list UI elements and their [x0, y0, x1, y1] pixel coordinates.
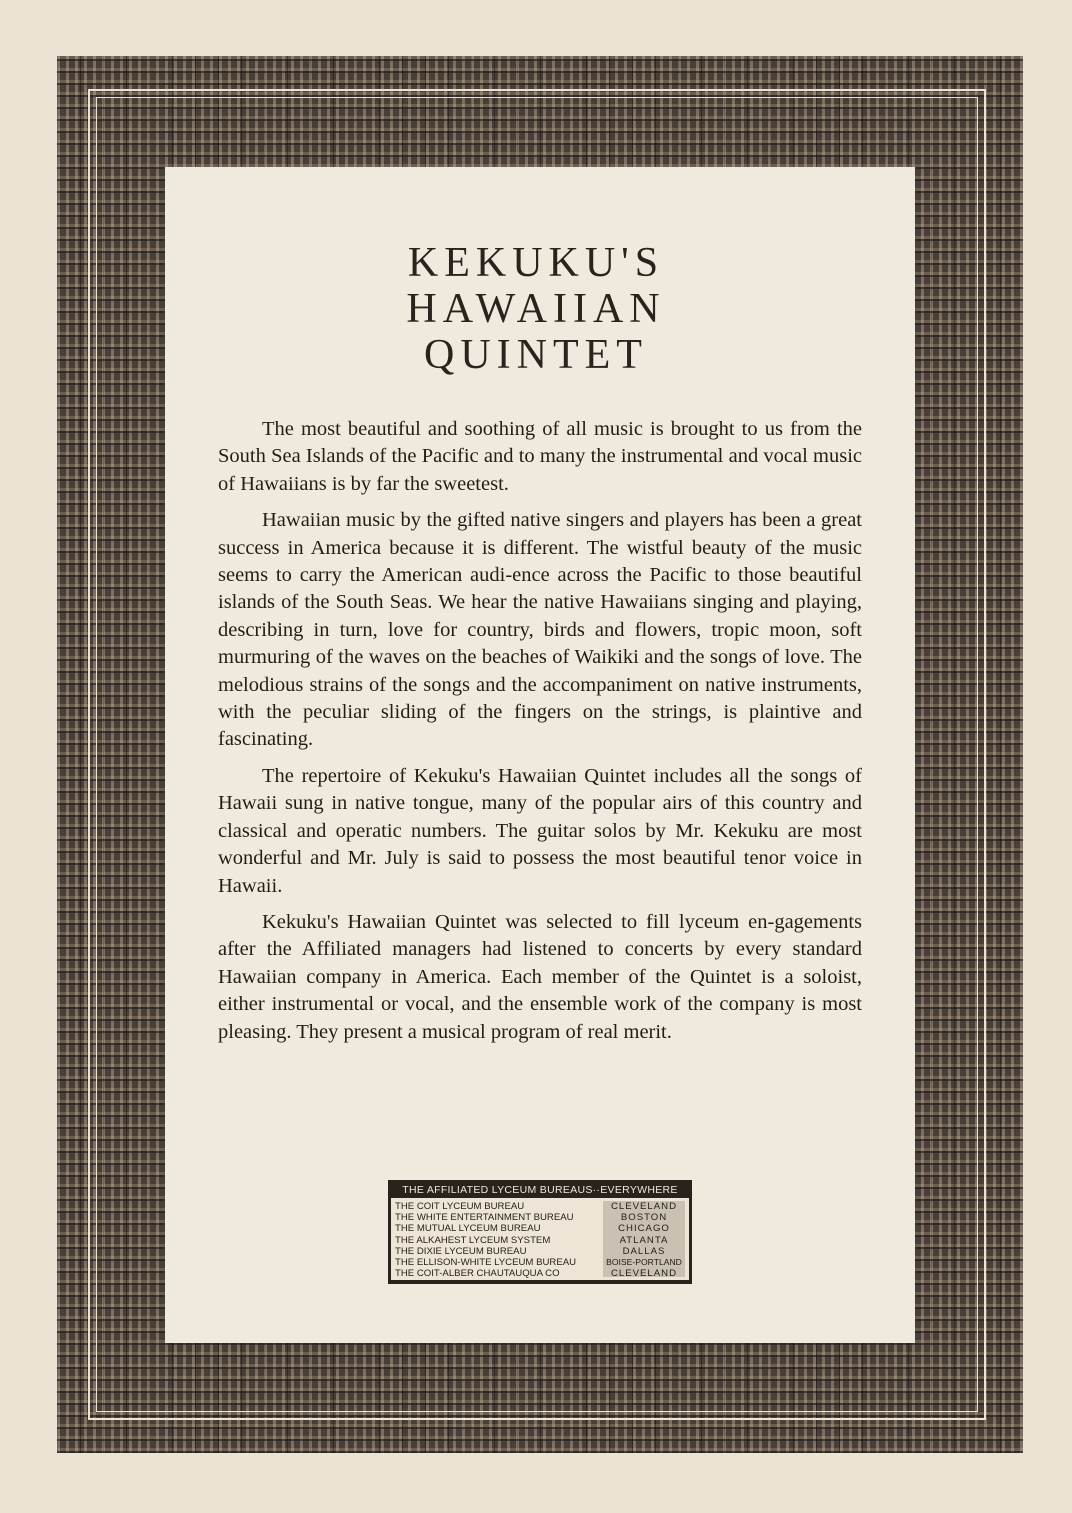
bureau-city: DALLAS: [622, 1245, 666, 1257]
bureau-city: CLEVELAND: [610, 1268, 678, 1280]
page-title: [0, 240, 1072, 378]
bureau-list: [388, 1180, 692, 1284]
bureau-body: [391, 1198, 689, 1280]
paragraph-repertoire: The repertoire of Kekuku's Hawaiian Quintet includes all the songs of Hawaii sung in native tongue, many of the popular airs of this country and classical and operatic numbers. The guitar solos by Mr. Kekuku are most wonderful and Mr. July is said to possess the most beautiful tenor voice in Hawaii.: [218, 764, 862, 897]
bureau-name: THE ALKAHEST LYCEUM SYSTEM: [395, 1234, 551, 1246]
body-text: [218, 416, 862, 1055]
paragraph-intro: The most beautiful and soothing of all music is brought to us from the South Sea Islands of the Pacific and to many the instrumental and vocal music of Hawaiians is by far the sweetest.: [218, 418, 862, 495]
bureau-name: THE COIT LYCEUM BUREAU: [395, 1201, 525, 1212]
bureau-city: ATLANTA: [619, 1234, 669, 1246]
paragraph-selection: Kekuku's Hawaiian Quintet was selected to fill lyceum en-gagements after the Affiliated managers had listened to concerts by every standard Hawaiian company in America. Each member of the Quintet is a soloist, either instrumental or vocal, and the ensemble work of the company is most pleasing. They present a musical program of real merit.: [218, 910, 862, 1043]
bureau-names-column: [395, 1201, 595, 1280]
bureau-city: CHICAGO: [618, 1223, 670, 1235]
bureau-name: THE COIT-ALBER CHAUTAUQUA CO: [395, 1268, 560, 1280]
bureau-city: CLEVELAND: [610, 1201, 678, 1212]
title-line-2: HAWAIIAN: [406, 286, 666, 332]
bureau-city: BOSTON: [620, 1212, 668, 1224]
bureau-name: THE WHITE ENTERTAINMENT BUREAU: [395, 1212, 574, 1224]
bureau-name: THE MUTUAL LYCEUM BUREAU: [395, 1223, 541, 1235]
bureau-name: THE ELLISON-WHITE LYCEUM BUREAU: [395, 1257, 577, 1269]
title-line-1: KEKUKU'S: [407, 240, 665, 286]
bureau-city: BOISE-PORTLAND: [606, 1257, 682, 1268]
paragraph-hawaiian-music: Hawaiian music by the gifted native singers and players has been a great success in America because it is different. The wistful beauty of the music seems to carry the American audi-ence across the Pacific to those beautiful islands of the South Seas. We hear the native Hawaiians singing and playing, describing in turn, love for country, birds and flowers, tropic moon, soft murmuring of the waves on the beaches of Waikiki and the songs of love. The melodious strains of the songs and the accompaniment on native instruments, with the peculiar sliding of the fingers on the strings, is plaintive and fascinating.: [218, 509, 862, 751]
title-line-3: QUINTET: [424, 332, 648, 378]
bureau-name: THE DIXIE LYCEUM BUREAU: [395, 1245, 527, 1257]
bureau-cities-column: [603, 1201, 685, 1280]
bureau-header: THE AFFILIATED LYCEUM BUREAUS··EVERYWHERE: [402, 1184, 678, 1196]
